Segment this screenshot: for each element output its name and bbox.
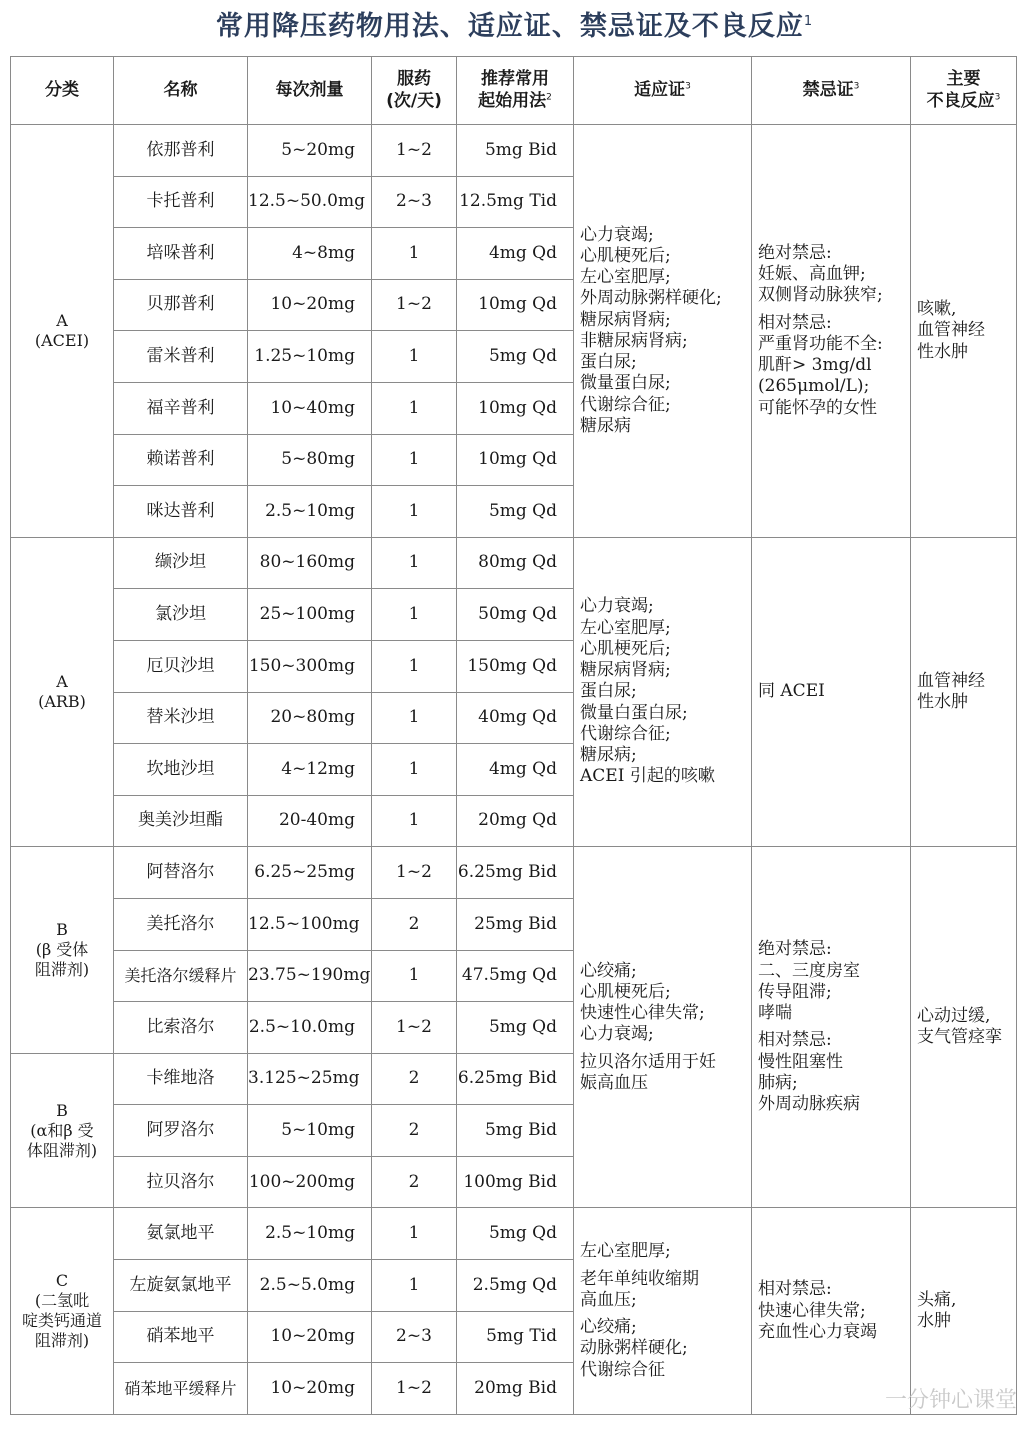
- drug-dose: 80~160mg: [248, 537, 372, 589]
- category-cell: A (ARB): [11, 537, 114, 847]
- drug-start: 20mg Qd: [457, 795, 574, 847]
- drug-frequency: 2~3: [372, 1311, 457, 1363]
- category-cell: B (β 受体 阻滞剂): [11, 847, 114, 1053]
- drug-frequency: 1: [372, 537, 457, 589]
- drug-frequency: 1: [372, 950, 457, 1002]
- drug-start: 25mg Bid: [457, 898, 574, 950]
- drug-start: 150mg Qd: [457, 640, 574, 692]
- drug-start: 80mg Qd: [457, 537, 574, 589]
- drug-frequency: 1~2: [372, 847, 457, 899]
- drug-start: 100mg Bid: [457, 1156, 574, 1208]
- drug-frequency: 1: [372, 744, 457, 796]
- header-category: 分类: [11, 57, 114, 125]
- drug-dose: 10~20mg: [248, 1311, 372, 1363]
- contraindication-cell: 相对禁忌: 快速心律失常; 充血性心力衰竭: [752, 1208, 911, 1414]
- drug-start: 5mg Qd: [457, 1208, 574, 1260]
- drug-dose: 5~10mg: [248, 1105, 372, 1157]
- drug-start: 5mg Bid: [457, 1105, 574, 1157]
- drug-name: 雷米普利: [114, 331, 248, 383]
- page-title: 常用降压药物用法、适应证、禁忌证及不良反应$^1$: [215, 11, 814, 42]
- drug-name: 氯沙坦: [114, 589, 248, 641]
- table-row: [11, 125, 1017, 177]
- drug-dose: 2.5~10mg: [248, 1208, 372, 1260]
- drug-frequency: 1: [372, 382, 457, 434]
- drug-frequency: 1: [372, 692, 457, 744]
- drug-start: 12.5mg Tid: [457, 176, 574, 228]
- drug-dose: 10~20mg: [248, 1363, 372, 1415]
- drug-dose: 150~300mg: [248, 640, 372, 692]
- drug-dose: 5~80mg: [248, 434, 372, 486]
- drug-dose: 4~12mg: [248, 744, 372, 796]
- header-indication: 适应证$^3$: [574, 57, 752, 125]
- drug-name: 阿替洛尔: [114, 847, 248, 899]
- drug-start: 6.25mg Bid: [457, 1053, 574, 1105]
- contraindication-cell: 同 ACEI: [752, 537, 911, 847]
- drug-dose: 100~200mg: [248, 1156, 372, 1208]
- header-row: [11, 57, 1017, 125]
- drug-frequency: 1~2: [372, 279, 457, 331]
- drug-frequency: 2~3: [372, 176, 457, 228]
- drug-name: 贝那普利: [114, 279, 248, 331]
- drug-frequency: 1: [372, 1260, 457, 1312]
- drug-dose: 2.5~5.0mg: [248, 1260, 372, 1312]
- drug-start: 5mg Qd: [457, 486, 574, 538]
- table-row: [11, 1208, 1017, 1260]
- drug-start: 10mg Qd: [457, 434, 574, 486]
- drug-frequency: 1: [372, 640, 457, 692]
- drug-dose: 25~100mg: [248, 589, 372, 641]
- drug-name: 奥美沙坦酯: [114, 795, 248, 847]
- drug-frequency: 2: [372, 1156, 457, 1208]
- drug-start: 6.25mg Bid: [457, 847, 574, 899]
- drug-frequency: 2: [372, 1105, 457, 1157]
- drug-frequency: 1: [372, 331, 457, 383]
- category-cell: A (ACEI): [11, 125, 114, 538]
- watermark: 一分钟心课堂: [884, 1388, 1017, 1413]
- drug-frequency: 1: [372, 228, 457, 280]
- table-row: [11, 537, 1017, 589]
- table-row: [11, 847, 1017, 899]
- drug-dose: 2.5~10.0mg: [248, 1002, 372, 1054]
- drug-name: 赖诺普利: [114, 434, 248, 486]
- drug-start: 4mg Qd: [457, 744, 574, 796]
- contraindication-cell: 绝对禁忌: 二、三度房室 传导阻滞; 哮喘 相对禁忌: 慢性阻塞性 肺病; 外周动脉疾病: [752, 847, 911, 1208]
- drug-dose: 3.125~25mg: [248, 1053, 372, 1105]
- indication-cell: 心绞痛; 心肌梗死后; 快速性心律失常; 心力衰竭; 拉贝洛尔适用于妊 娠高血压: [574, 847, 752, 1208]
- drug-start: 40mg Qd: [457, 692, 574, 744]
- drug-start: 20mg Bid: [457, 1363, 574, 1415]
- drug-name: 福辛普利: [114, 382, 248, 434]
- drug-name: 氨氯地平: [114, 1208, 248, 1260]
- adverse-cell: 心动过缓, 支气管痉挛: [911, 847, 1017, 1208]
- drug-name: 美托洛尔缓释片: [114, 950, 248, 1002]
- indication-cell: 左心室肥厚; 老年单纯收缩期 高血压; 心绞痛; 动脉粥样硬化; 代谢综合征: [574, 1208, 752, 1414]
- drug-dose: 20~80mg: [248, 692, 372, 744]
- drug-name: 比索洛尔: [114, 1002, 248, 1054]
- indication-cell: 心力衰竭; 心肌梗死后; 左心室肥厚; 外周动脉粥样硬化; 糖尿病肾病; 非糖尿病肾病; 蛋白尿; 微量蛋白尿; 代谢综合征; 糖尿病: [574, 125, 752, 538]
- drug-frequency: 2: [372, 1053, 457, 1105]
- drug-name: 咪达普利: [114, 486, 248, 538]
- header-frequency: 服药 (次/天): [372, 57, 457, 125]
- drug-name: 左旋氨氯地平: [114, 1260, 248, 1312]
- drug-start: 5mg Tid: [457, 1311, 574, 1363]
- adverse-cell: 咳嗽, 血管神经 性水肿: [911, 125, 1017, 538]
- drug-start: 5mg Qd: [457, 1002, 574, 1054]
- contraindication-cell: 绝对禁忌: 妊娠、高血钾; 双侧肾动脉狭窄; 相对禁忌: 严重肾功能不全: 肌酐> 3mg/dl (265μmol/L); 可能怀孕的女性: [752, 125, 911, 538]
- adverse-cell: 头痛, 水肿: [911, 1208, 1017, 1414]
- drug-name: 坎地沙坦: [114, 744, 248, 796]
- drug-dose: 10~20mg: [248, 279, 372, 331]
- drug-frequency: 2: [372, 898, 457, 950]
- drug-dose: 23.75~190mg: [248, 950, 372, 1002]
- header-start: 推荐常用 起始用法$^2$: [457, 57, 574, 125]
- drug-name: 厄贝沙坦: [114, 640, 248, 692]
- header-adverse: 主要 不良反应$^3$: [911, 57, 1017, 125]
- drug-dose: 4~8mg: [248, 228, 372, 280]
- indication-cell: 心力衰竭; 左心室肥厚; 心肌梗死后; 糖尿病肾病; 蛋白尿; 微量白蛋白尿; 代谢综合征; 糖尿病; ACEI 引起的咳嗽: [574, 537, 752, 847]
- drug-frequency: 1~2: [372, 125, 457, 177]
- drug-frequency: 1: [372, 1208, 457, 1260]
- header-contraindication: 禁忌证$^3$: [752, 57, 911, 125]
- drug-start: 10mg Qd: [457, 279, 574, 331]
- drug-frequency: 1: [372, 795, 457, 847]
- drug-frequency: 1: [372, 486, 457, 538]
- drug-dose: 12.5~100mg: [248, 898, 372, 950]
- drug-name: 替米沙坦: [114, 692, 248, 744]
- drug-dose: 12.5~50.0mg: [248, 176, 372, 228]
- drug-dose: 10~40mg: [248, 382, 372, 434]
- drug-dose: 5~20mg: [248, 125, 372, 177]
- drug-name: 缬沙坦: [114, 537, 248, 589]
- header-name: 名称: [114, 57, 248, 125]
- drug-name: 拉贝洛尔: [114, 1156, 248, 1208]
- drug-name: 培哚普利: [114, 228, 248, 280]
- drug-name: 硝苯地平缓释片: [114, 1363, 248, 1415]
- drug-frequency: 1: [372, 589, 457, 641]
- drug-start: 50mg Qd: [457, 589, 574, 641]
- drug-table: [10, 56, 1017, 1415]
- drug-start: 2.5mg Qd: [457, 1260, 574, 1312]
- header-dose: 每次剂量: [248, 57, 372, 125]
- drug-dose: 6.25~25mg: [248, 847, 372, 899]
- drug-dose: 1.25~10mg: [248, 331, 372, 383]
- drug-frequency: 1~2: [372, 1002, 457, 1054]
- drug-name: 卡托普利: [114, 176, 248, 228]
- drug-name: 阿罗洛尔: [114, 1105, 248, 1157]
- drug-name: 硝苯地平: [114, 1311, 248, 1363]
- drug-dose: 2.5~10mg: [248, 486, 372, 538]
- drug-start: 5mg Qd: [457, 331, 574, 383]
- drug-start: 5mg Bid: [457, 125, 574, 177]
- drug-dose: 20-40mg: [248, 795, 372, 847]
- drug-name: 卡维地洛: [114, 1053, 248, 1105]
- drug-name: 依那普利: [114, 125, 248, 177]
- drug-frequency: 1~2: [372, 1363, 457, 1415]
- drug-frequency: 1: [372, 434, 457, 486]
- category-cell: C (二氢吡 啶类钙通道 阻滞剂): [11, 1208, 114, 1414]
- drug-start: 47.5mg Qd: [457, 950, 574, 1002]
- drug-start: 4mg Qd: [457, 228, 574, 280]
- drug-name: 美托洛尔: [114, 898, 248, 950]
- drug-start: 10mg Qd: [457, 382, 574, 434]
- category-cell: B (α和β 受 体阻滞剂): [11, 1053, 114, 1208]
- adverse-cell: 血管神经 性水肿: [911, 537, 1017, 847]
